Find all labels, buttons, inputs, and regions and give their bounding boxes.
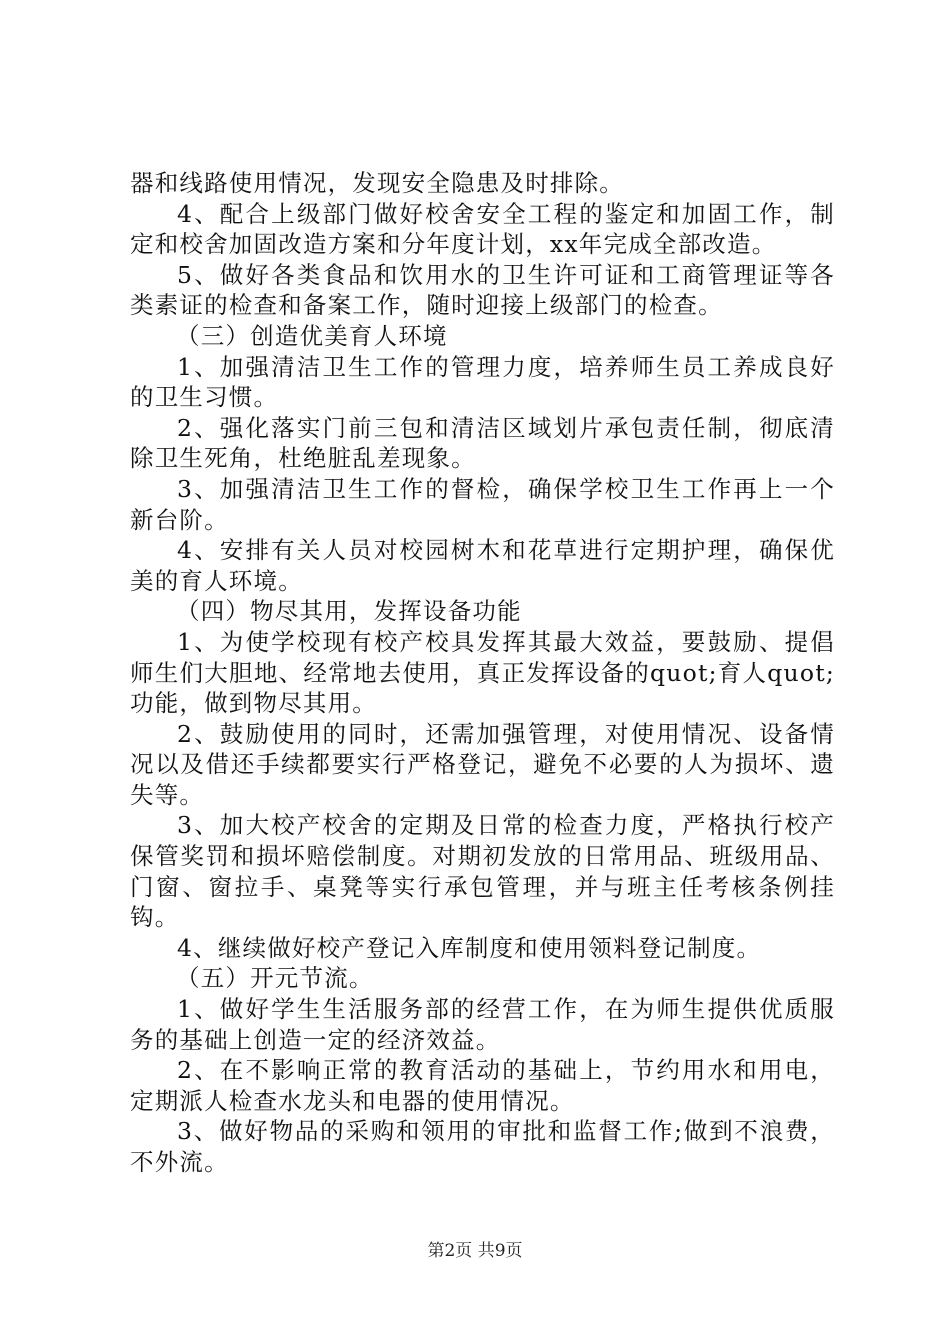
page-footer: 第2页 共9页 — [427, 1241, 523, 1261]
list-item: 1、做好学生生活服务部的经营工作，在为师生提供优质服务的基础上创造一定的经济效益。 — [130, 995, 835, 1054]
section-heading: （五）开元节流。 — [176, 964, 374, 993]
list-item: 4、配合上级部门做好校舍安全工程的鉴定和加固工作，制定和校舍加固改造方案和分年度计划，xx年完成全部改造。 — [130, 199, 835, 259]
list-item: 3、加强清洁卫生工作的督检，确保学校卫生工作再上一个新台阶。 — [130, 474, 835, 534]
list-item: 1、加强清洁卫生工作的管理力度，培养师生员工养成良好的卫生习惯。 — [130, 352, 835, 412]
section-heading: （三）创造优美育人环境 — [176, 321, 448, 350]
list-item: 4、安排有关人员对校园树木和花草进行定期护理，确保优美的育人环境。 — [130, 536, 835, 595]
list-item: 4、继续做好校产登记入库制度和使用领料登记制度。 — [177, 933, 762, 962]
document-body — [130, 168, 835, 1178]
section-heading: （四）物尽其用，发挥设备功能 — [176, 597, 522, 626]
list-item: 2、鼓励使用的同时，还需加强管理，对使用情况、设备情况以及借还手续都要实行严格登记，避免不必要的人为损坏、遗失等。 — [130, 719, 835, 809]
list-item: 5、做好各类食品和饮用水的卫生许可证和工商管理证等各类素证的检查和备案工作，随时迎接上级部门的检查。 — [130, 260, 835, 320]
list-item: 1、为使学校现有校产校具发挥其最大效益，要鼓励、提倡师生们大胆地、经常地去使用，真正发挥设备的quot;育人quot;功能，做到物尽其用。 — [130, 627, 835, 718]
list-item: 2、强化落实门前三包和清洁区域划片承包责任制，彻底清除卫生死角，杜绝脏乱差现象。 — [130, 413, 835, 473]
list-item: 2、在不影响正常的教育活动的基础上，节约用水和用电，定期派人检查水龙头和电器的使用情况。 — [130, 1056, 835, 1115]
paragraph-continuation: 器和线路使用情况，发现安全隐患及时排除。 — [130, 169, 624, 197]
list-item: 3、做好物品的采购和领用的审批和监督工作;做到不浪费，不外流。 — [130, 1117, 835, 1176]
list-item: 3、加大校产校舍的定期及日常的检查力度，严格执行校产保管奖罚和损坏赔偿制度。对期初发放的日常用品、班级用品、门窗、窗拉手、桌凳等实行承包管理，并与班主任考核条例挂钩。 — [130, 811, 835, 932]
